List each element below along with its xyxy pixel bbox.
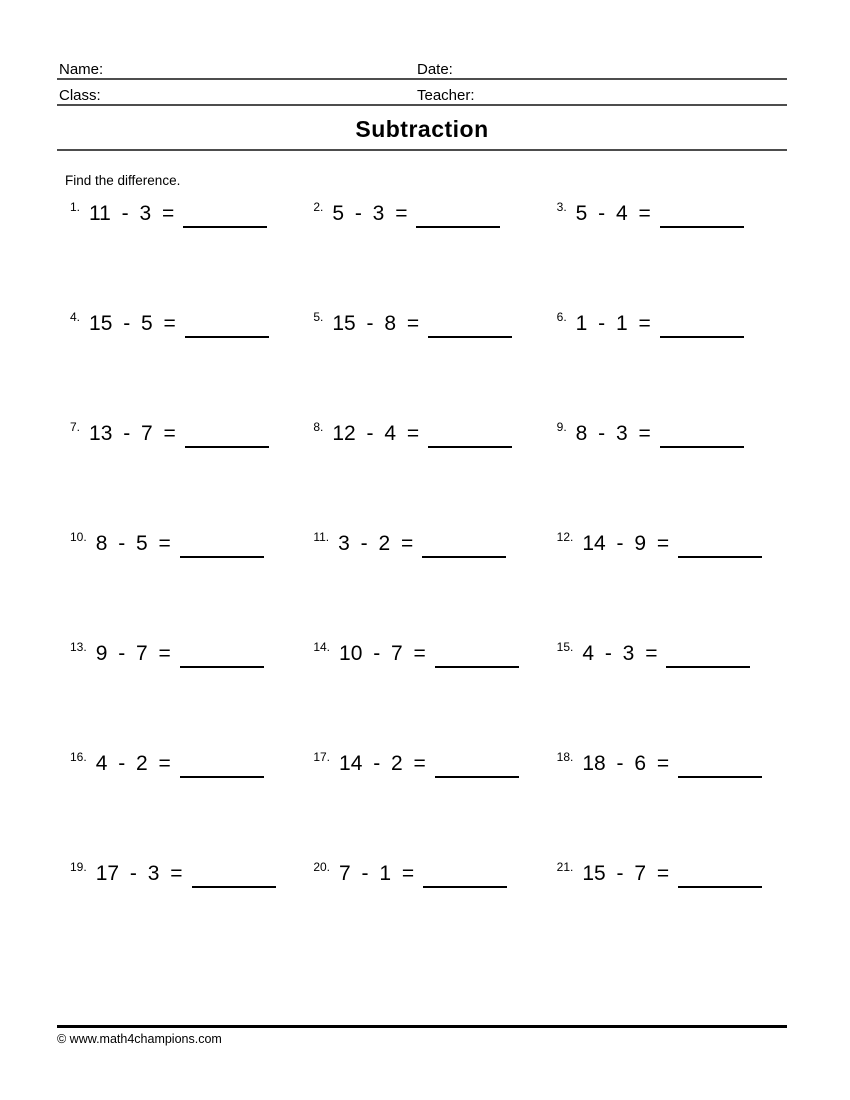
problem-expression: 10 - 7 = — [339, 642, 426, 665]
answer-blank[interactable] — [660, 312, 744, 338]
answer-blank[interactable] — [185, 422, 269, 448]
answer-blank[interactable] — [678, 752, 762, 778]
problem-expression: 1 - 1 = — [575, 312, 651, 335]
problem-expression: 14 - 9 = — [582, 532, 670, 555]
problem-item — [57, 410, 300, 520]
copyright-text: © www.math4champions.com — [57, 1032, 222, 1046]
answer-blank[interactable] — [435, 642, 519, 668]
problem-expression: 3 - 2 = — [338, 532, 414, 555]
problem-item — [57, 190, 300, 300]
problem-item — [544, 850, 787, 960]
answer-blank[interactable] — [416, 202, 500, 228]
problem-expression: 5 - 4 = — [575, 202, 651, 225]
answer-blank[interactable] — [180, 642, 264, 668]
problem-number: 15. — [556, 640, 574, 654]
problem-item — [544, 520, 787, 630]
answer-blank[interactable] — [185, 312, 269, 338]
answer-blank[interactable] — [422, 532, 506, 558]
problem-number: 7. — [70, 420, 81, 434]
answer-blank[interactable] — [435, 752, 519, 778]
problems-grid — [57, 190, 787, 960]
problem-number: 3. — [556, 200, 567, 214]
title-divider — [57, 149, 787, 151]
name-label: Name: — [59, 61, 104, 78]
answer-blank[interactable] — [666, 642, 750, 668]
problem-expression: 12 - 4 = — [332, 422, 420, 445]
footer-divider — [57, 1025, 787, 1028]
problem-item — [57, 520, 300, 630]
problem-item — [300, 630, 543, 740]
answer-blank[interactable] — [660, 202, 744, 228]
problem-expression: 11 - 3 = — [89, 202, 175, 225]
answer-blank[interactable] — [428, 422, 512, 448]
answer-blank[interactable] — [428, 312, 512, 338]
problem-item — [544, 740, 787, 850]
problem-item — [57, 850, 300, 960]
problem-number: 10. — [70, 530, 87, 544]
problem-expression: 18 - 6 = — [582, 752, 670, 775]
problem-expression: 17 - 3 = — [95, 862, 183, 885]
problem-expression: 7 - 1 = — [339, 862, 415, 885]
problem-number: 1. — [70, 200, 81, 214]
problem-item — [544, 630, 787, 740]
problem-expression: 15 - 5 = — [89, 312, 176, 335]
problem-number: 17. — [313, 750, 331, 764]
problem-number: 11. — [313, 530, 330, 544]
answer-blank[interactable] — [678, 862, 762, 888]
problem-number: 2. — [313, 200, 324, 214]
problem-item — [300, 300, 543, 410]
problem-number: 5. — [313, 310, 324, 324]
problem-number: 12. — [556, 530, 574, 544]
teacher-label: Teacher: — [417, 87, 475, 104]
answer-blank[interactable] — [192, 862, 276, 888]
problem-expression: 13 - 7 = — [89, 422, 176, 445]
problem-item — [300, 850, 543, 960]
problem-expression: 14 - 2 = — [339, 752, 426, 775]
problem-number: 18. — [556, 750, 574, 764]
problem-number: 20. — [313, 860, 331, 874]
problem-item — [544, 300, 787, 410]
answer-blank[interactable] — [183, 202, 267, 228]
problem-number: 19. — [70, 860, 87, 874]
name-date-row — [57, 58, 787, 80]
problem-number: 9. — [556, 420, 567, 434]
answer-blank[interactable] — [678, 532, 762, 558]
class-teacher-row — [57, 84, 787, 106]
problem-number: 14. — [313, 640, 331, 654]
problem-expression: 15 - 8 = — [332, 312, 420, 335]
problem-number: 6. — [556, 310, 567, 324]
problem-item — [57, 300, 300, 410]
class-label: Class: — [59, 87, 101, 104]
problem-item — [300, 520, 543, 630]
problem-item — [300, 190, 543, 300]
header-fields — [57, 58, 787, 110]
title-block — [57, 116, 787, 143]
problem-expression: 5 - 3 = — [332, 202, 408, 225]
answer-blank[interactable] — [660, 422, 744, 448]
problem-number: 21. — [556, 860, 574, 874]
problem-number: 13. — [70, 640, 87, 654]
date-label: Date: — [417, 61, 453, 78]
instruction-text: Find the difference. — [65, 173, 181, 188]
problem-number: 8. — [313, 420, 324, 434]
answer-blank[interactable] — [423, 862, 507, 888]
problem-expression: 4 - 3 = — [582, 642, 658, 665]
answer-blank[interactable] — [180, 532, 264, 558]
problem-item — [57, 740, 300, 850]
problem-expression: 15 - 7 = — [582, 862, 670, 885]
problem-item — [544, 190, 787, 300]
problem-item — [544, 410, 787, 520]
problem-number: 16. — [70, 750, 87, 764]
problem-expression: 8 - 3 = — [575, 422, 651, 445]
answer-blank[interactable] — [180, 752, 264, 778]
problem-expression: 9 - 7 = — [95, 642, 171, 665]
problem-expression: 4 - 2 = — [95, 752, 171, 775]
problem-number: 4. — [70, 310, 81, 324]
problem-expression: 8 - 5 = — [95, 532, 171, 555]
problem-item — [300, 740, 543, 850]
problem-item — [300, 410, 543, 520]
problem-item — [57, 630, 300, 740]
worksheet-title: Subtraction — [355, 116, 489, 142]
